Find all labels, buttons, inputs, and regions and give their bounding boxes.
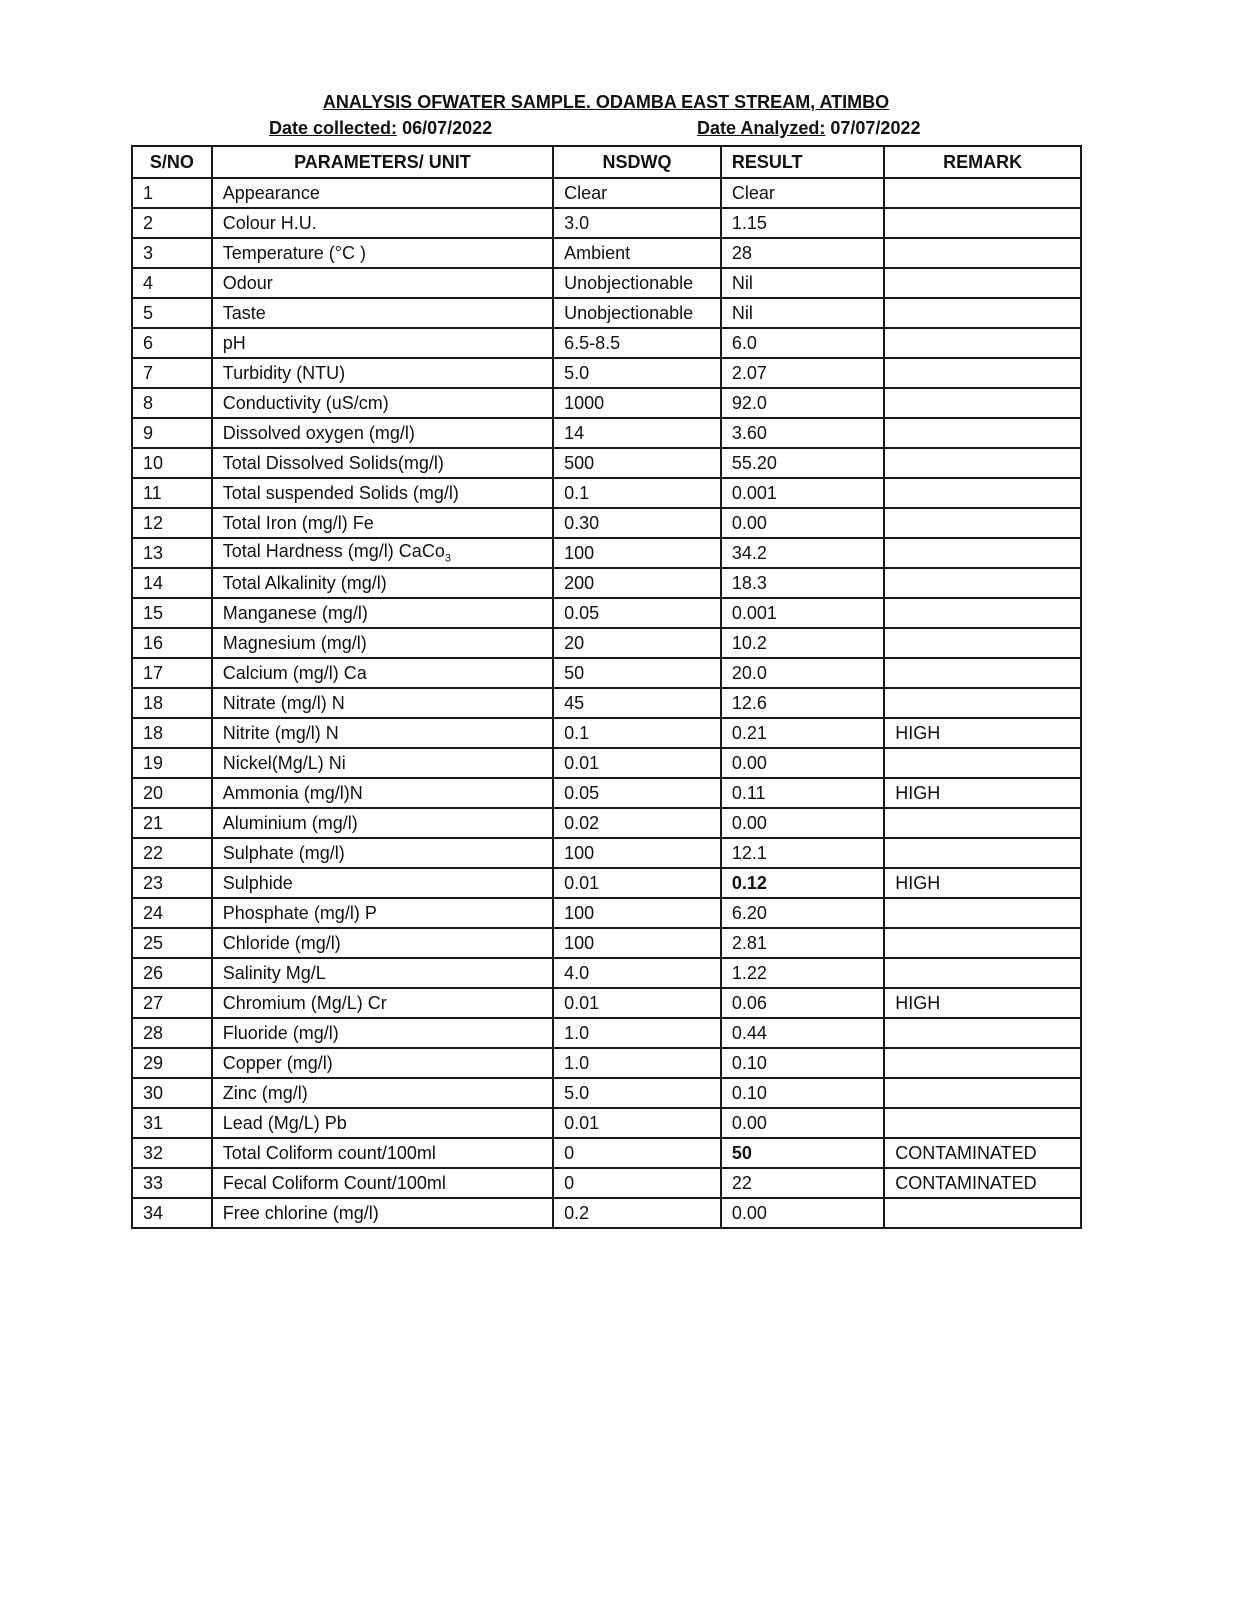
parameter-text: Total Hardness (mg/l) CaCo [222,541,445,562]
row-result: 12.6 [721,688,884,718]
row-result: 2.07 [721,358,884,388]
row-sno: 29 [132,1048,212,1078]
row-sno: 18 [132,718,212,748]
row-nsdwq: Ambient [553,238,721,268]
table-row [132,868,1081,898]
row-parameter: Nickel(Mg/L) Ni [212,748,553,778]
row-parameter: Temperature (°C ) [212,238,553,268]
row-nsdwq: 1000 [553,388,721,418]
row-nsdwq: 45 [553,688,721,718]
table-row [132,1018,1081,1048]
row-remark [884,1018,1081,1048]
row-sno: 22 [132,838,212,868]
row-parameter: Zinc (mg/l) [212,1078,553,1108]
table-row [132,448,1081,478]
row-parameter: Chloride (mg/l) [212,928,553,958]
row-sno: 23 [132,868,212,898]
row-sno: 7 [132,358,212,388]
table-row [132,838,1081,868]
row-remark [884,928,1081,958]
table-row [132,1108,1081,1138]
row-remark [884,448,1081,478]
row-remark [884,688,1081,718]
table-row [132,718,1081,748]
header-parameter: PARAMETERS/ UNIT [212,146,553,178]
row-remark [884,748,1081,778]
row-sno: 27 [132,988,212,1018]
row-parameter: Calcium (mg/l) Ca [212,658,553,688]
row-nsdwq: 0.01 [553,748,721,778]
table-row [132,778,1081,808]
row-remark [884,538,1081,568]
row-nsdwq: 200 [553,568,721,598]
row-nsdwq: 0.2 [553,1198,721,1228]
row-result: 3.60 [721,418,884,448]
row-remark [884,808,1081,838]
header-result: RESULT [721,146,884,178]
row-nsdwq: 100 [553,838,721,868]
row-result: 0.00 [721,508,884,538]
row-nsdwq: 1.0 [553,1048,721,1078]
row-nsdwq: 14 [553,418,721,448]
row-remark [884,268,1081,298]
row-sno: 33 [132,1168,212,1198]
row-sno: 9 [132,418,212,448]
row-nsdwq: 50 [553,658,721,688]
row-sno: 6 [132,328,212,358]
row-parameter: Lead (Mg/L) Pb [212,1108,553,1138]
row-remark [884,508,1081,538]
row-result: 6.0 [721,328,884,358]
table-row [132,478,1081,508]
date-collected [269,118,492,139]
row-remark [884,658,1081,688]
row-remark [884,838,1081,868]
row-sno: 1 [132,178,212,208]
row-sno: 8 [132,388,212,418]
row-result: 0.00 [721,1198,884,1228]
row-nsdwq: 5.0 [553,1078,721,1108]
header-remark: REMARK [884,146,1081,178]
row-result: 0.06 [721,988,884,1018]
row-nsdwq: 0.1 [553,718,721,748]
row-result: 0.00 [721,808,884,838]
row-nsdwq: 100 [553,538,721,568]
table-row [132,988,1081,1018]
row-remark [884,1078,1081,1108]
row-sno: 24 [132,898,212,928]
row-remark: CONTAMINATED [884,1138,1081,1168]
row-parameter: Free chlorine (mg/l) [212,1198,553,1228]
row-nsdwq: Unobjectionable [553,298,721,328]
row-nsdwq: 5.0 [553,358,721,388]
row-remark [884,898,1081,928]
row-nsdwq: 4.0 [553,958,721,988]
row-nsdwq: 0.1 [553,478,721,508]
table-row [132,538,1081,568]
table-row [132,598,1081,628]
row-result: 0.44 [721,1018,884,1048]
row-remark [884,208,1081,238]
table-row [132,1198,1081,1228]
row-sno: 3 [132,238,212,268]
row-sno: 28 [132,1018,212,1048]
row-sno: 25 [132,928,212,958]
table-row [132,508,1081,538]
row-result: 1.22 [721,958,884,988]
row-parameter: Colour H.U. [212,208,553,238]
row-nsdwq: 100 [553,898,721,928]
table-body [132,178,1081,1228]
row-sno: 31 [132,1108,212,1138]
row-nsdwq: 1.0 [553,1018,721,1048]
row-nsdwq: 0.02 [553,808,721,838]
table-row [132,1138,1081,1168]
row-parameter: Aluminium (mg/l) [212,808,553,838]
row-nsdwq: 0.01 [553,1108,721,1138]
row-sno: 26 [132,958,212,988]
row-parameter: Total Coliform count/100ml [212,1138,553,1168]
table-row [132,328,1081,358]
row-result: 0.11 [721,778,884,808]
row-nsdwq: 0.01 [553,988,721,1018]
row-parameter: Sulphate (mg/l) [212,838,553,868]
row-nsdwq: 0.01 [553,868,721,898]
row-result: 1.15 [721,208,884,238]
row-parameter: Magnesium (mg/l) [212,628,553,658]
row-nsdwq: 20 [553,628,721,658]
row-sno: 13 [132,538,212,568]
row-result: 12.1 [721,838,884,868]
row-remark [884,478,1081,508]
row-result: 0.00 [721,1108,884,1138]
row-nsdwq: 100 [553,928,721,958]
row-sno: 19 [132,748,212,778]
row-sno: 20 [132,778,212,808]
row-result: 0.00 [721,748,884,778]
row-remark [884,298,1081,328]
row-result: Clear [721,178,884,208]
header-sno: S/NO [132,146,212,178]
row-remark [884,388,1081,418]
table-row [132,688,1081,718]
row-remark: HIGH [884,718,1081,748]
row-result: 0.001 [721,478,884,508]
row-result: Nil [721,268,884,298]
results-table [131,145,1082,1229]
table-row [132,808,1081,838]
row-result: 0.12 [721,868,884,898]
date-collected-value: 06/07/2022 [402,118,493,138]
table-row [132,748,1081,778]
date-collected-label: Date collected: [269,118,398,138]
table-row [132,658,1081,688]
row-remark [884,1048,1081,1078]
row-parameter: Salinity Mg/L [212,958,553,988]
row-result: 92.0 [721,388,884,418]
table-row [132,388,1081,418]
row-parameter: Sulphide [212,868,553,898]
table-row [132,568,1081,598]
row-remark [884,418,1081,448]
row-parameter: Fecal Coliform Count/100ml [212,1168,553,1198]
table-row [132,1168,1081,1198]
table-row [132,1078,1081,1108]
table-row [132,628,1081,658]
row-nsdwq: 500 [553,448,721,478]
row-result: 0.001 [721,598,884,628]
table-row [132,898,1081,928]
row-remark [884,958,1081,988]
row-sno: 14 [132,568,212,598]
row-sno: 30 [132,1078,212,1108]
row-result: 55.20 [721,448,884,478]
row-parameter [212,538,553,568]
row-sno: 12 [132,508,212,538]
row-remark [884,358,1081,388]
row-result: 22 [721,1168,884,1198]
row-parameter: pH [212,328,553,358]
parameter-subscript: 3 [444,552,451,565]
row-result: 2.81 [721,928,884,958]
row-parameter: Dissolved oxygen (mg/l) [212,418,553,448]
row-remark: HIGH [884,868,1081,898]
row-parameter: Total suspended Solids (mg/l) [212,478,553,508]
table-row [132,958,1081,988]
row-parameter: Total Alkalinity (mg/l) [212,568,553,598]
row-nsdwq: 6.5-8.5 [553,328,721,358]
row-parameter: Phosphate (mg/l) P [212,898,553,928]
row-remark [884,628,1081,658]
row-sno: 18 [132,688,212,718]
row-parameter: Fluoride (mg/l) [212,1018,553,1048]
row-nsdwq: 0 [553,1168,721,1198]
row-parameter: Total Dissolved Solids(mg/l) [212,448,553,478]
table-row [132,928,1081,958]
table-row [132,238,1081,268]
row-result: 6.20 [721,898,884,928]
row-result: Nil [721,298,884,328]
row-remark [884,598,1081,628]
row-sno: 11 [132,478,212,508]
row-result: 34.2 [721,538,884,568]
row-sno: 10 [132,448,212,478]
header-nsdwq: NSDWQ [553,146,721,178]
header-row [132,146,1081,178]
row-result: 0.21 [721,718,884,748]
row-remark [884,238,1081,268]
row-sno: 17 [132,658,212,688]
row-sno: 4 [132,268,212,298]
row-result: 0.10 [721,1048,884,1078]
row-result: 0.10 [721,1078,884,1108]
row-result: 10.2 [721,628,884,658]
row-nsdwq: 0.05 [553,778,721,808]
row-nsdwq: 0.30 [553,508,721,538]
row-sno: 2 [132,208,212,238]
row-result: 28 [721,238,884,268]
row-sno: 16 [132,628,212,658]
row-nsdwq: 0.05 [553,598,721,628]
row-parameter: Conductivity (uS/cm) [212,388,553,418]
row-parameter: Copper (mg/l) [212,1048,553,1078]
row-parameter: Ammonia (mg/l)N [212,778,553,808]
table-row [132,178,1081,208]
row-nsdwq: Clear [553,178,721,208]
row-sno: 15 [132,598,212,628]
row-parameter: Chromium (Mg/L) Cr [212,988,553,1018]
table-row [132,298,1081,328]
row-nsdwq: 3.0 [553,208,721,238]
table-row [132,1048,1081,1078]
row-parameter: Odour [212,268,553,298]
row-parameter: Appearance [212,178,553,208]
row-sno: 34 [132,1198,212,1228]
row-parameter: Nitrite (mg/l) N [212,718,553,748]
table-row [132,418,1081,448]
row-parameter: Manganese (mg/l) [212,598,553,628]
row-remark [884,178,1081,208]
row-sno: 21 [132,808,212,838]
row-remark [884,1108,1081,1138]
row-result: 50 [721,1138,884,1168]
row-remark: CONTAMINATED [884,1168,1081,1198]
document-title: ANALYSIS OFWATER SAMPLE. ODAMBA EAST STREAM, ATIMBO [322,92,890,112]
row-parameter: Taste [212,298,553,328]
row-remark [884,568,1081,598]
row-sno: 5 [132,298,212,328]
row-remark [884,328,1081,358]
row-sno: 32 [132,1138,212,1168]
row-parameter: Total Iron (mg/l) Fe [212,508,553,538]
table-row [132,208,1081,238]
table-row [132,268,1081,298]
row-remark: HIGH [884,988,1081,1018]
date-analyzed-label: Date Analyzed: [697,118,826,138]
row-parameter: Nitrate (mg/l) N [212,688,553,718]
row-parameter: Turbidity (NTU) [212,358,553,388]
row-remark [884,1198,1081,1228]
row-result: 18.3 [721,568,884,598]
date-analyzed-value: 07/07/2022 [830,118,921,138]
row-remark: HIGH [884,778,1081,808]
row-nsdwq: Unobjectionable [553,268,721,298]
table-row [132,358,1081,388]
row-result: 20.0 [721,658,884,688]
row-nsdwq: 0 [553,1138,721,1168]
date-analyzed [697,118,920,139]
